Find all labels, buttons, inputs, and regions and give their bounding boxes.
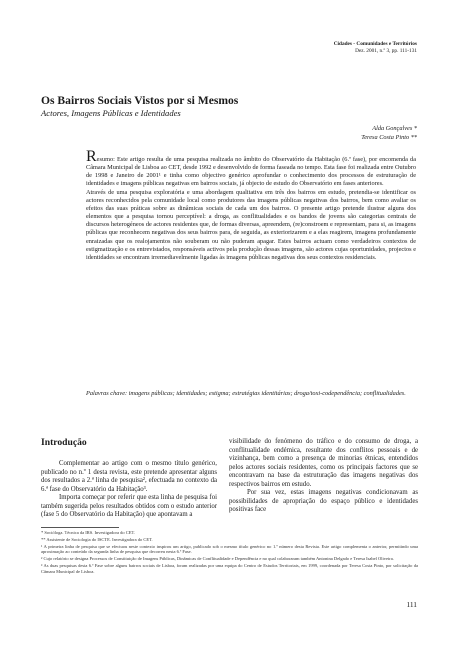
author-name: Teresa Costa Pinto ** — [361, 134, 417, 142]
author-list — [361, 124, 417, 143]
journal-issue: Dez. 2001, n.º 3, pp. 111-131 — [355, 48, 417, 55]
body-column-left — [41, 460, 217, 520]
body-paragraph: visibilidade do fenómeno do tráfico e do consumo de droga, a conflitualidade endémica, resultante dos conflitos pessoais e de vizinhança, bem como a presença de minorias étnicas, entendidos pelos actores sociais residentes, como os principais factores que se encontravam na base da estruturação das imagens negativas dos respectivos bairros em estudo. — [229, 438, 418, 488]
footnote-divider — [41, 527, 119, 528]
keywords: Palavras chave: imagens públicas; identidades; estigma; estratégias identitárias; droga/toxi-codependência; conflitualidades. — [86, 390, 406, 397]
footnote: ** Assistente de Sociologia do ISCTE. Investigadora do CET. — [41, 536, 153, 542]
author-name: Alda Gonçalves * — [372, 125, 417, 132]
body-paragraph: Importa começar por referir que esta linha de pesquisa foi também sugerida pelos resultados obtidos com o estudo anterior (fase 5 do Observatório da Habitação) que apontavam a — [41, 494, 217, 518]
abstract-paragraph — [86, 148, 417, 189]
journal-name: Cidades - Comunidades e Territórios — [333, 41, 417, 47]
footnote: ² Cujo relatório se designa Processos de Constituição de Imagens Públicas, Dinâmicas de Conflitualidade e Dependência e no qual colaboraram também Antonina Delgado e Teresa Isabel Oliveira. — [41, 556, 394, 562]
footnote: ¹ A primeira linha de pesquisa que se efectuou neste contexto inspirou um artigo, publicado sob o mesmo título genérico no 1.º número desta Revista. Este artigo complementa o anterior, permitindo uma aproximação ao conteúdo da segunda linha de pesquisa que decorreu nesta 6.ª Fase. — [41, 543, 418, 555]
journal-header — [334, 41, 417, 55]
footnote: ³ As duas pesquisas desta 6.ª Fase sobre alguns bairros sociais de Lisboa, foram realizadas por uma equipa do Centro de Estudos Territoriais, em 1999, coordenada por Teresa Costa Pinto, por solicitação da Câmara Municipal de Lisboa. — [41, 563, 418, 574]
abstract-dropcap: R — [86, 148, 97, 165]
section-heading: Introdução — [41, 437, 87, 448]
abstract — [86, 148, 417, 262]
body-column-right — [229, 438, 418, 515]
footnotes — [41, 530, 418, 576]
article-title: Os Bairros Sociais Vistos por si Mesmos — [41, 94, 239, 107]
article-subtitle: Actores, Imagens Públicas e Identidades — [41, 108, 181, 118]
abstract-paragraph: Através de uma pesquisa exploratória e uma abordagem qualitativa em três dos bairros em estudo, pretendia-se identificar os actores reconhecidos pela comunidade local como produtores das imagens públicas negativas dos bairros, bem como avaliar os efeitos das suas práticas sobre as dinâmicas sociais de cada um dos bairros. O presente artigo pretende ilustrar alguns dos elementos que a pesquisa tornou perceptível: a droga, as conflitualidades e os bandos de jovens são categorias centrais de discursos heterogéneos de actores residentes que, de formas diversas, apreendem, (re)constroem e representam, para si, as imagens públicas que reconhecem negativas dos seus bairros para, de seguida, as exteriorizarem e a elas reagirem, imagens profundamente enraizadas que os realojamentos não souberam ou não puderam apagar. Estes bairros actuam como verdadeiros contextos de estigmatização e os entrevistados, responsáveis activos pela produção dessas imagens, são actores cujas oportunidades, projectos e identidades se encontram irremediavelmente ligadas às imagens públicas negativas dos seus contextos residenciais. — [86, 188, 416, 261]
abstract-text: esumo: Este artigo resulta de uma pesquisa realizada no âmbito do Observatório da Habitação (6.ª fase), por encomenda da Câmara Municipal de Lisboa ao CET, desde 1992 e desenvolvido de forma faseada no tempo. Esta fase foi realizada entre Outubro de 1998 e Janeiro de 2001¹ e tinha como objectivo genérico aprofundar o conhecimento dos processos de estruturação de identidades e imagens públicas negativas em bairros sociais, já objecto de estudo do Observatório em fases anteriores. — [86, 156, 417, 188]
body-paragraph: Complementar ao artigo com o mesmo título genérico, publicado no n.º 1 desta revista, este pretende apresentar alguns dos resultados a 2.ª linha de pesquisa², efectuada no contexto da 6.ª fase do Observatório da Habitação³. — [41, 460, 217, 493]
footnote: * Socióloga. Técnica da IRS. Investigadora do CET. — [41, 530, 136, 535]
page-number: 111 — [406, 600, 417, 609]
body-paragraph: Por sua vez, estas imagens negativas condicionavam as possibilidades de apropriação do espaço público e identidades positivas face — [229, 489, 418, 513]
